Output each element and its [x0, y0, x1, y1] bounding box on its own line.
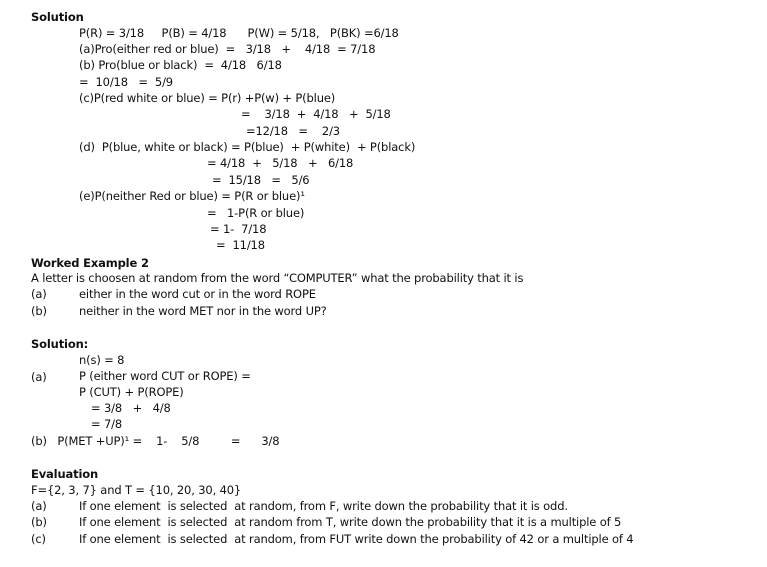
solution1-line: = 15/18 = 5/6	[212, 173, 310, 187]
evaluation-label: (c)	[31, 532, 46, 546]
solution1-line: (c)P(red white or blue) = P(r) +P(w) + P(blue)	[79, 91, 336, 105]
solution1-line: (b) Pro(blue or black) = 4/18 6/18	[79, 58, 282, 72]
solution1-line: = 3/18 + 4/18 + 5/18	[241, 107, 391, 121]
solution2-line: (a)	[31, 370, 47, 384]
evaluation-label: (a)	[31, 499, 47, 513]
solution1-line: = 4/18 + 5/18 + 6/18	[207, 156, 354, 170]
evaluation-heading: Evaluation	[31, 467, 99, 481]
worked-example-heading: Worked Example 2	[31, 256, 149, 270]
evaluation-text: If one element is selected at random, from FUT write down the probability of 42 or a multiple of 4	[79, 532, 634, 546]
solution2-line: P (either word CUT or ROPE) =	[79, 369, 251, 383]
solution1-line: (d) P(blue, white or black) = P(blue) + P(white) + P(black)	[79, 140, 416, 154]
part-label: (b)	[31, 304, 47, 318]
evaluation-text: If one element is selected at random, from F, write down the probability that it is odd.	[79, 499, 568, 513]
solution1-heading: Solution	[31, 10, 84, 24]
solution2-line: = 3/8 + 4/8	[91, 401, 171, 415]
solution1-line: (a)Pro(either red or blue) = 3/18 + 4/18 = 7/18	[79, 42, 376, 56]
solution2-line: n(s) = 8	[79, 353, 125, 367]
evaluation-label: (b)	[31, 515, 47, 529]
solution2-line: P (CUT) + P(ROPE)	[79, 385, 184, 399]
part-label: (a)	[31, 287, 47, 301]
solution2-heading: Solution:	[31, 337, 89, 351]
evaluation-text: If one element is selected at random from T, write down the probability that it is a multiple of 5	[79, 515, 622, 529]
solution1-line: =12/18 = 2/3	[246, 124, 340, 138]
part-text: neither in the word MET nor in the word UP?	[79, 304, 327, 318]
solution1-line: (e)P(neither Red or blue) = P(R or blue)¹	[79, 189, 305, 203]
solution2-line: = 7/8	[91, 417, 123, 431]
evaluation-set-line: F={2, 3, 7} and T = {10, 20, 30, 40}	[31, 483, 242, 497]
solution1-line: = 11/18	[216, 238, 265, 252]
worked-example-question: A letter is choosen at random from the word “COMPUTER” what the probability that it is	[31, 271, 524, 285]
solution1-line: = 1- 7/18	[210, 222, 267, 236]
solution1-line: = 10/18 = 5/9	[79, 75, 173, 89]
solution1-line: P(R) = 3/18 P(B) = 4/18 P(W) = 5/18, P(BK) =6/18	[79, 26, 399, 40]
solution2-line: (b) P(MET +UP)¹ = 1- 5/8 = 3/8	[31, 434, 280, 448]
solution1-line: = 1-P(R or blue)	[207, 206, 305, 220]
part-text: either in the word cut or in the word ROPE	[79, 287, 316, 301]
